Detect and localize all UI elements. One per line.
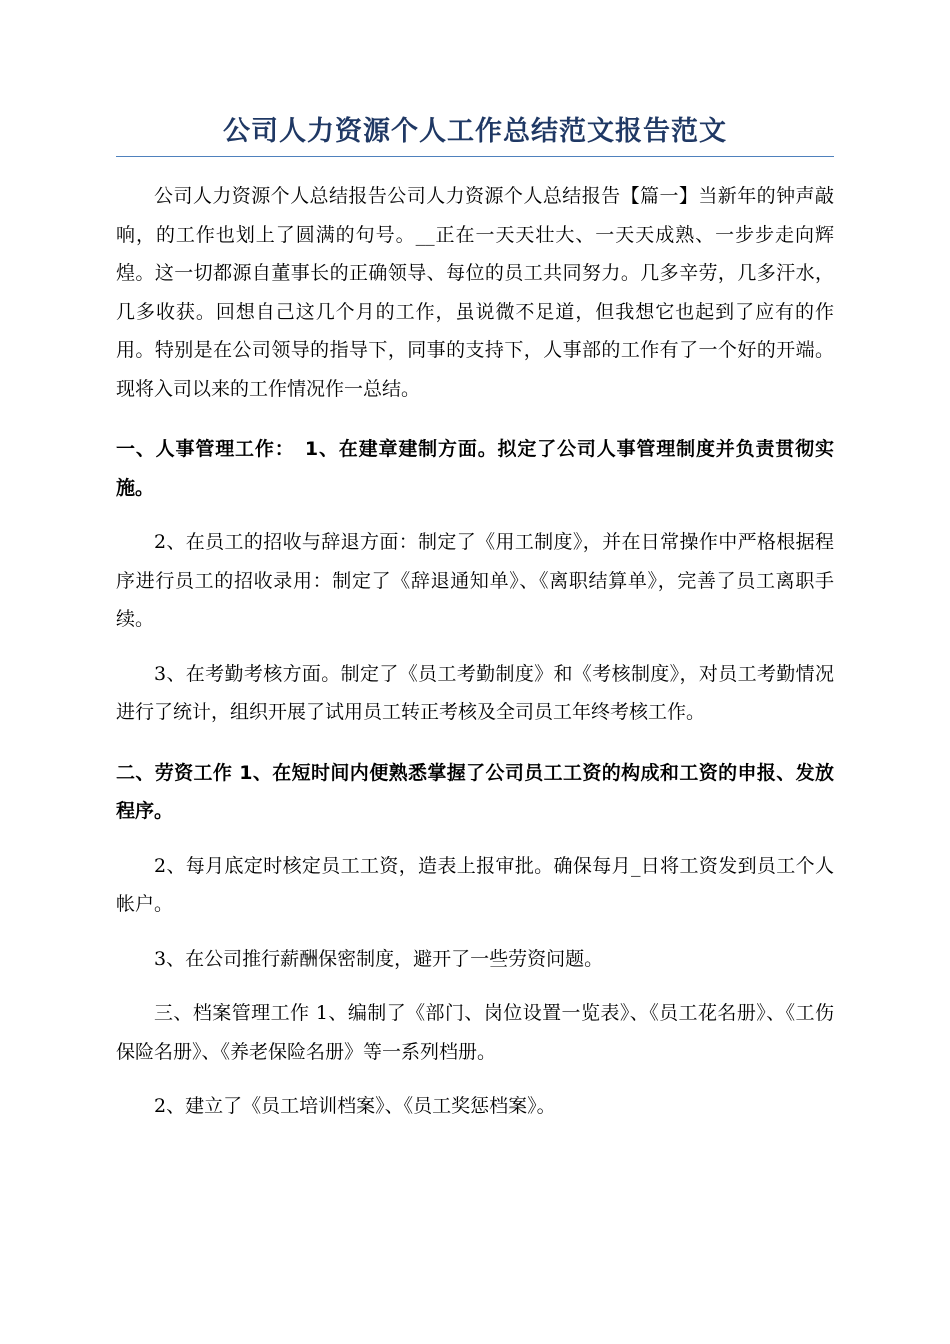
document-title: 公司人力资源个人工作总结范文报告范文 bbox=[223, 116, 727, 147]
heading-personnel-management: 一、人事管理工作： 1、在建章建制方面。拟定了公司人事管理制度并负责贯彻实施。 bbox=[116, 438, 834, 499]
paragraph-training-records: 2、建立了《员工培训档案》、《员工奖惩档案》。 bbox=[154, 1095, 556, 1117]
paragraph-attendance: 3、在考勤考核方面。制定了《员工考勤制度》和《考核制度》，对员工考勤情况进行了统计，组织开展了试用员工转正考核及全司员工年终考核工作。 bbox=[116, 662, 834, 723]
paragraph-archives: 三、档案管理工作 1、编制了《部门、岗位设置一览表》、《员工花名册》、《工伤保险名册》、《养老保险名册》等一系列档册。 bbox=[116, 1002, 834, 1063]
paragraph-salary-confidentiality: 3、在公司推行薪酬保密制度，避开了一些劳资问题。 bbox=[154, 947, 604, 970]
document-page bbox=[116, 0, 834, 1126]
paragraph-intro: 公司人力资源个人总结报告公司人力资源个人总结报告【篇一】当新年的钟声敲响，的工作也划上了圆满的句号。__正在一天天壮大、一天天成熟、一步步走向辉煌。这一切都源自董事长的正确领导、每位的员工共同努力。几多辛劳，几多汗水，几多收获。回想自己这几个月的工作，虽说微不足道，但我想它也起到了应有的作用。特别是在公司领导的指导下，同事的支持下，人事部的工作有了一个好的开端。现将入司以来的工作情况作一总结。 bbox=[116, 185, 834, 400]
heading-labor-wages: 二、劳资工作 1、在短时间内便熟悉掌握了公司员工工资的构成和工资的申报、发放程序。 bbox=[116, 761, 834, 822]
title-underline bbox=[116, 156, 834, 157]
paragraph-wage-verification: 2、每月底定时核定员工工资，造表上报审批。确保每月_日将工资发到员工个人帐户。 bbox=[116, 854, 834, 915]
paragraph-recruitment: 2、在员工的招收与辞退方面：制定了《用工制度》，并在日常操作中严格根据程序进行员工的招收录用：制定了《辞退通知单》、《离职结算单》，完善了员工离职手续。 bbox=[116, 531, 834, 630]
